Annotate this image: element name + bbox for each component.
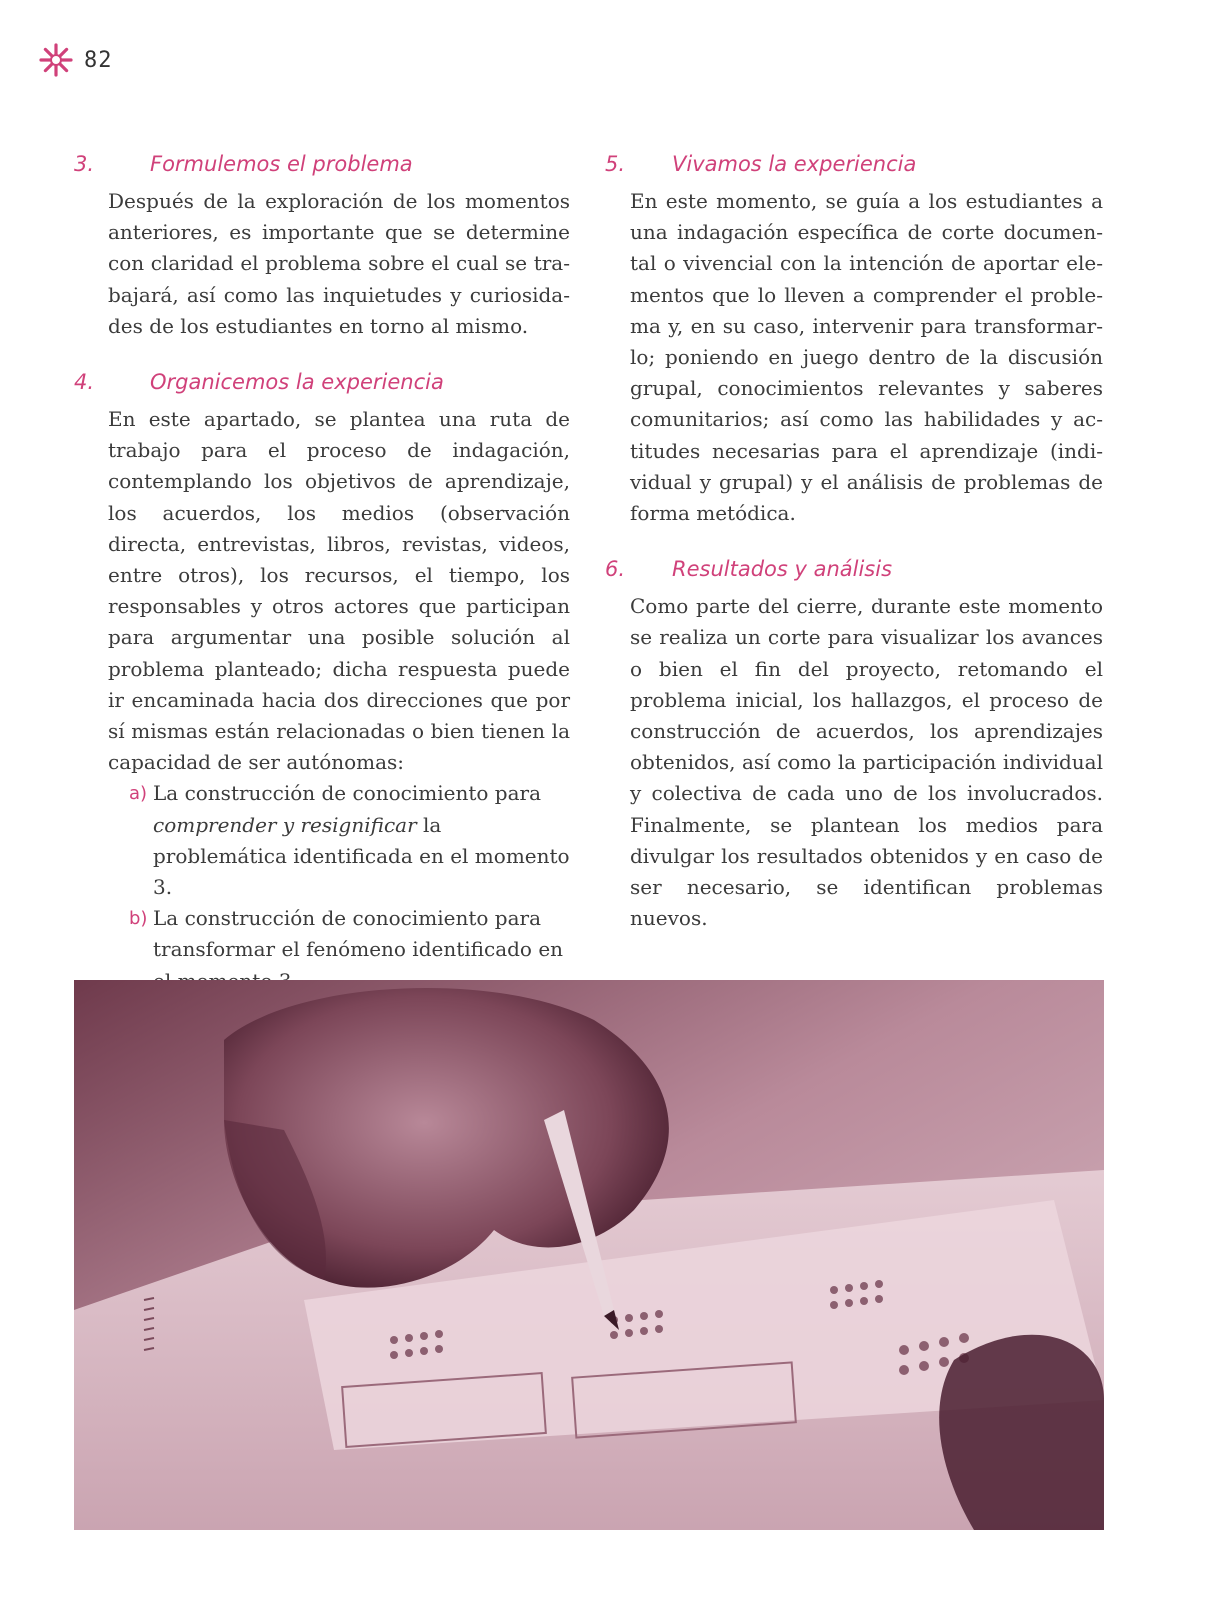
hand-filling-answer-sheet-photo bbox=[74, 980, 1104, 1530]
list-marker: b) bbox=[129, 908, 148, 930]
section-body: Después de la exploración de los momentos anteriores, es importante que se determine con claridad el problema sobre el cual se trabajará, así como las inquietudes y curiosidades de los estudiantes en torno al mismo. bbox=[108, 189, 570, 338]
section-heading bbox=[74, 152, 570, 186]
section-title: Resultados y análisis bbox=[672, 557, 893, 582]
section-number: 4. bbox=[74, 370, 95, 395]
right-column bbox=[605, 152, 1103, 962]
list-text-emphasis: comprender y resignificar bbox=[153, 812, 417, 837]
list-text-pre: La construcción de conocimiento para bbox=[153, 781, 541, 806]
section-heading bbox=[605, 152, 1103, 186]
photo-illustration bbox=[74, 980, 1104, 1530]
list-text-post: la problemática identificada en el momento 3. bbox=[153, 812, 570, 900]
section-body: En este momento, se guía a los estudiantes a una indagación específica de corte documental o vivencial con la intención de aportar elementos que lo lleven a comprender el problema y, en su caso, intervenir para transformarlo; poniendo en juego dentro de la discusión grupal, conocimientos relevantes y saberes comunitarios; así como las habilidades y actitudes necesarias para el aprendizaje (individual y grupal) y el análisis de problemas de forma metódica. bbox=[630, 189, 1103, 526]
page-header bbox=[38, 42, 113, 78]
section-number: 3. bbox=[74, 152, 95, 176]
section-5 bbox=[605, 152, 1103, 529]
list-item-text: La construcción de conocimiento para transformar el fenómeno identificado en bbox=[153, 906, 564, 962]
section-number: 5. bbox=[605, 152, 626, 176]
section-number: 6. bbox=[605, 557, 626, 582]
section-title: Formulemos el problema bbox=[150, 152, 413, 176]
section-heading bbox=[74, 370, 570, 404]
sub-list bbox=[129, 778, 570, 996]
section-3 bbox=[74, 152, 570, 342]
asterisk-flower-icon bbox=[38, 42, 74, 78]
list-item-text bbox=[153, 778, 570, 903]
section-body: Como parte del cierre, durante este momento se realiza un corte para visualizar los avances o bien el fin del proyecto, retomando el problema inicial, los hallazgos, el proceso de construcción de acuerdos, los aprendizajes obtenidos, así como la participación individual y colectiva de cada uno de los involucrados. Finalmente, se plantean los medios para divulgar los resultados obtenidos y en caso de ser necesario, se identifican problemas nuevos. bbox=[630, 594, 1103, 931]
list-marker: a) bbox=[129, 783, 148, 805]
section-title: Vivamos la experiencia bbox=[672, 152, 917, 176]
section-body: En este apartado, se plantea una ruta de trabajo para el proceso de indagación, contemplando los objetivos de aprendizaje, los acuerdos, los medios (observación directa, entrevistas, libros, revistas, videos, entre otros), los recursos, el tiempo, los responsables y otros actores que participan para argumentar una posible solución al problema planteado; dicha respuesta puede ir encaminada hacia dos direcciones que por sí mismas están relacionadas o bien tienen la capacidad de ser autónomas: bbox=[108, 407, 570, 775]
section-title: Organicemos la experiencia bbox=[150, 370, 444, 395]
list-item bbox=[129, 778, 570, 903]
page-number: 82 bbox=[84, 47, 113, 73]
section-4 bbox=[74, 370, 570, 997]
section-heading bbox=[605, 557, 1103, 591]
section-6 bbox=[605, 557, 1103, 934]
left-column bbox=[74, 152, 570, 1025]
